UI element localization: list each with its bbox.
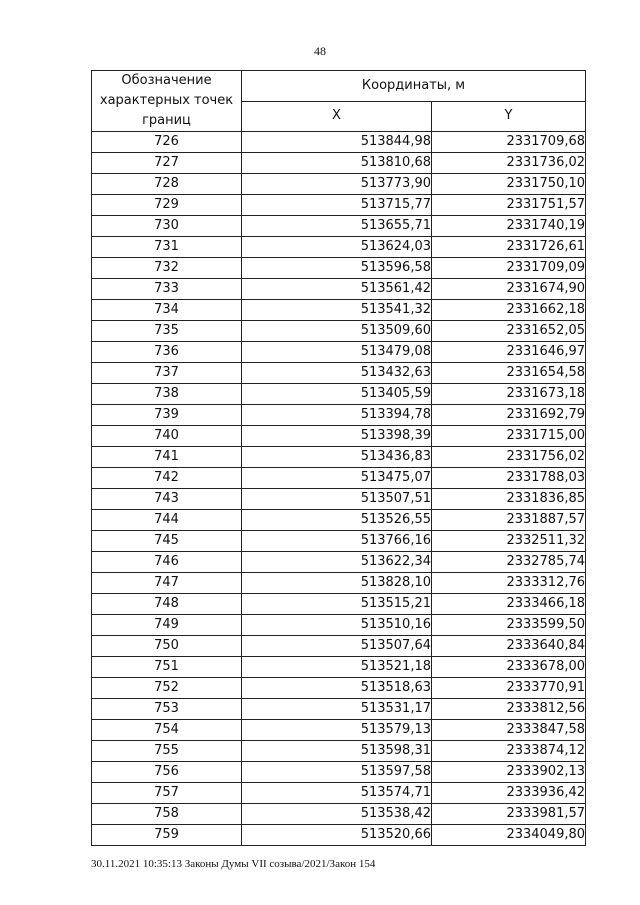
x-coordinate-cell: 513531,17 xyxy=(242,699,432,720)
y-coordinate-cell: 2331836,85 xyxy=(432,489,586,510)
point-id-cell: 740 xyxy=(92,426,242,447)
table-row xyxy=(92,762,586,783)
point-id-cell: 759 xyxy=(92,825,242,846)
point-id-cell: 755 xyxy=(92,741,242,762)
y-coordinate-cell: 2333599,50 xyxy=(432,615,586,636)
x-coordinate-cell: 513561,42 xyxy=(242,279,432,300)
point-id-cell: 751 xyxy=(92,657,242,678)
x-coordinate-cell: 513715,77 xyxy=(242,195,432,216)
header-coordinates: Координаты, м xyxy=(242,71,586,102)
x-coordinate-cell: 513541,32 xyxy=(242,300,432,321)
table-row xyxy=(92,699,586,720)
point-id-cell: 753 xyxy=(92,699,242,720)
x-coordinate-cell: 513510,16 xyxy=(242,615,432,636)
point-id-cell: 744 xyxy=(92,510,242,531)
table-row xyxy=(92,510,586,531)
y-coordinate-cell: 2331715,00 xyxy=(432,426,586,447)
x-coordinate-cell: 513436,83 xyxy=(242,447,432,468)
header-x: X xyxy=(242,101,432,132)
point-id-cell: 758 xyxy=(92,804,242,825)
point-id-cell: 735 xyxy=(92,321,242,342)
point-id-cell: 726 xyxy=(92,132,242,153)
table-row xyxy=(92,657,586,678)
y-coordinate-cell: 2331751,57 xyxy=(432,195,586,216)
y-coordinate-cell: 2334049,80 xyxy=(432,825,586,846)
point-id-cell: 738 xyxy=(92,384,242,405)
x-coordinate-cell: 513579,13 xyxy=(242,720,432,741)
table-row xyxy=(92,342,586,363)
table-row xyxy=(92,552,586,573)
table-row xyxy=(92,153,586,174)
point-id-cell: 743 xyxy=(92,489,242,510)
x-coordinate-cell: 513828,10 xyxy=(242,573,432,594)
y-coordinate-cell: 2333312,76 xyxy=(432,573,586,594)
point-id-cell: 747 xyxy=(92,573,242,594)
page-number: 48 xyxy=(314,44,326,58)
table-row xyxy=(92,636,586,657)
table-body xyxy=(92,132,586,846)
table-row xyxy=(92,531,586,552)
y-coordinate-cell: 2331662,18 xyxy=(432,300,586,321)
table-row xyxy=(92,678,586,699)
x-coordinate-cell: 513521,18 xyxy=(242,657,432,678)
x-coordinate-cell: 513844,98 xyxy=(242,132,432,153)
x-coordinate-cell: 513624,03 xyxy=(242,237,432,258)
table-row xyxy=(92,405,586,426)
table-row xyxy=(92,363,586,384)
y-coordinate-cell: 2333770,91 xyxy=(432,678,586,699)
table-row xyxy=(92,258,586,279)
x-coordinate-cell: 513475,07 xyxy=(242,468,432,489)
y-coordinate-cell: 2331740,19 xyxy=(432,216,586,237)
table-row xyxy=(92,174,586,195)
y-coordinate-cell: 2333936,42 xyxy=(432,783,586,804)
y-coordinate-cell: 2331709,68 xyxy=(432,132,586,153)
point-id-cell: 756 xyxy=(92,762,242,783)
table-row xyxy=(92,594,586,615)
x-coordinate-cell: 513766,16 xyxy=(242,531,432,552)
table-row xyxy=(92,426,586,447)
x-coordinate-cell: 513398,39 xyxy=(242,426,432,447)
x-coordinate-cell: 513515,21 xyxy=(242,594,432,615)
point-id-cell: 752 xyxy=(92,678,242,699)
x-coordinate-cell: 513596,58 xyxy=(242,258,432,279)
y-coordinate-cell: 2333640,84 xyxy=(432,636,586,657)
y-coordinate-cell: 2331674,90 xyxy=(432,279,586,300)
y-coordinate-cell: 2333981,57 xyxy=(432,804,586,825)
y-coordinate-cell: 2331726,61 xyxy=(432,237,586,258)
point-id-cell: 729 xyxy=(92,195,242,216)
table-row xyxy=(92,489,586,510)
point-id-cell: 742 xyxy=(92,468,242,489)
point-id-cell: 727 xyxy=(92,153,242,174)
point-id-cell: 748 xyxy=(92,594,242,615)
point-id-cell: 750 xyxy=(92,636,242,657)
x-coordinate-cell: 513598,31 xyxy=(242,741,432,762)
point-id-cell: 754 xyxy=(92,720,242,741)
point-id-cell: 749 xyxy=(92,615,242,636)
point-id-cell: 734 xyxy=(92,300,242,321)
table-row xyxy=(92,804,586,825)
x-coordinate-cell: 513773,90 xyxy=(242,174,432,195)
y-coordinate-cell: 2331673,18 xyxy=(432,384,586,405)
y-coordinate-cell: 2333466,18 xyxy=(432,594,586,615)
x-coordinate-cell: 513509,60 xyxy=(242,321,432,342)
coordinates-table xyxy=(91,70,586,846)
table-row xyxy=(92,741,586,762)
header-point-designation: Обозначение характерных точек границ xyxy=(92,71,242,132)
x-coordinate-cell: 513479,08 xyxy=(242,342,432,363)
table-row xyxy=(92,825,586,846)
table-row xyxy=(92,447,586,468)
point-id-cell: 736 xyxy=(92,342,242,363)
point-id-cell: 730 xyxy=(92,216,242,237)
y-coordinate-cell: 2331736,02 xyxy=(432,153,586,174)
table-row xyxy=(92,615,586,636)
y-coordinate-cell: 2333874,12 xyxy=(432,741,586,762)
y-coordinate-cell: 2332785,74 xyxy=(432,552,586,573)
x-coordinate-cell: 513655,71 xyxy=(242,216,432,237)
y-coordinate-cell: 2332511,32 xyxy=(432,531,586,552)
point-id-cell: 737 xyxy=(92,363,242,384)
y-coordinate-cell: 2331646,97 xyxy=(432,342,586,363)
x-coordinate-cell: 513394,78 xyxy=(242,405,432,426)
point-id-cell: 741 xyxy=(92,447,242,468)
x-coordinate-cell: 513518,63 xyxy=(242,678,432,699)
x-coordinate-cell: 513520,66 xyxy=(242,825,432,846)
table-row xyxy=(92,720,586,741)
table-row xyxy=(92,573,586,594)
x-coordinate-cell: 513507,51 xyxy=(242,489,432,510)
point-id-cell: 728 xyxy=(92,174,242,195)
x-coordinate-cell: 513597,58 xyxy=(242,762,432,783)
y-coordinate-cell: 2331750,10 xyxy=(432,174,586,195)
table-row xyxy=(92,279,586,300)
table-row xyxy=(92,237,586,258)
y-coordinate-cell: 2331692,79 xyxy=(432,405,586,426)
table-row xyxy=(92,384,586,405)
table-row xyxy=(92,216,586,237)
table-header xyxy=(92,71,586,132)
table-row xyxy=(92,300,586,321)
x-coordinate-cell: 513432,63 xyxy=(242,363,432,384)
table-row xyxy=(92,468,586,489)
y-coordinate-cell: 2331788,03 xyxy=(432,468,586,489)
x-coordinate-cell: 513538,42 xyxy=(242,804,432,825)
point-id-cell: 745 xyxy=(92,531,242,552)
footer-stamp: 30.11.2021 10:35:13 Законы Думы VII созыва/2021/Закон 154 xyxy=(91,858,376,870)
header-row-top xyxy=(92,71,586,102)
y-coordinate-cell: 2331654,58 xyxy=(432,363,586,384)
table-row xyxy=(92,132,586,153)
table-row xyxy=(92,783,586,804)
y-coordinate-cell: 2333902,13 xyxy=(432,762,586,783)
x-coordinate-cell: 513574,71 xyxy=(242,783,432,804)
y-coordinate-cell: 2331887,57 xyxy=(432,510,586,531)
y-coordinate-cell: 2333812,56 xyxy=(432,699,586,720)
header-y: Y xyxy=(432,101,586,132)
y-coordinate-cell: 2331652,05 xyxy=(432,321,586,342)
point-id-cell: 746 xyxy=(92,552,242,573)
point-id-cell: 731 xyxy=(92,237,242,258)
y-coordinate-cell: 2331709,09 xyxy=(432,258,586,279)
point-id-cell: 733 xyxy=(92,279,242,300)
x-coordinate-cell: 513526,55 xyxy=(242,510,432,531)
y-coordinate-cell: 2333678,00 xyxy=(432,657,586,678)
x-coordinate-cell: 513507,64 xyxy=(242,636,432,657)
y-coordinate-cell: 2331756,02 xyxy=(432,447,586,468)
table-row xyxy=(92,195,586,216)
point-id-cell: 739 xyxy=(92,405,242,426)
y-coordinate-cell: 2333847,58 xyxy=(432,720,586,741)
x-coordinate-cell: 513622,34 xyxy=(242,552,432,573)
point-id-cell: 732 xyxy=(92,258,242,279)
x-coordinate-cell: 513810,68 xyxy=(242,153,432,174)
x-coordinate-cell: 513405,59 xyxy=(242,384,432,405)
point-id-cell: 757 xyxy=(92,783,242,804)
table-row xyxy=(92,321,586,342)
